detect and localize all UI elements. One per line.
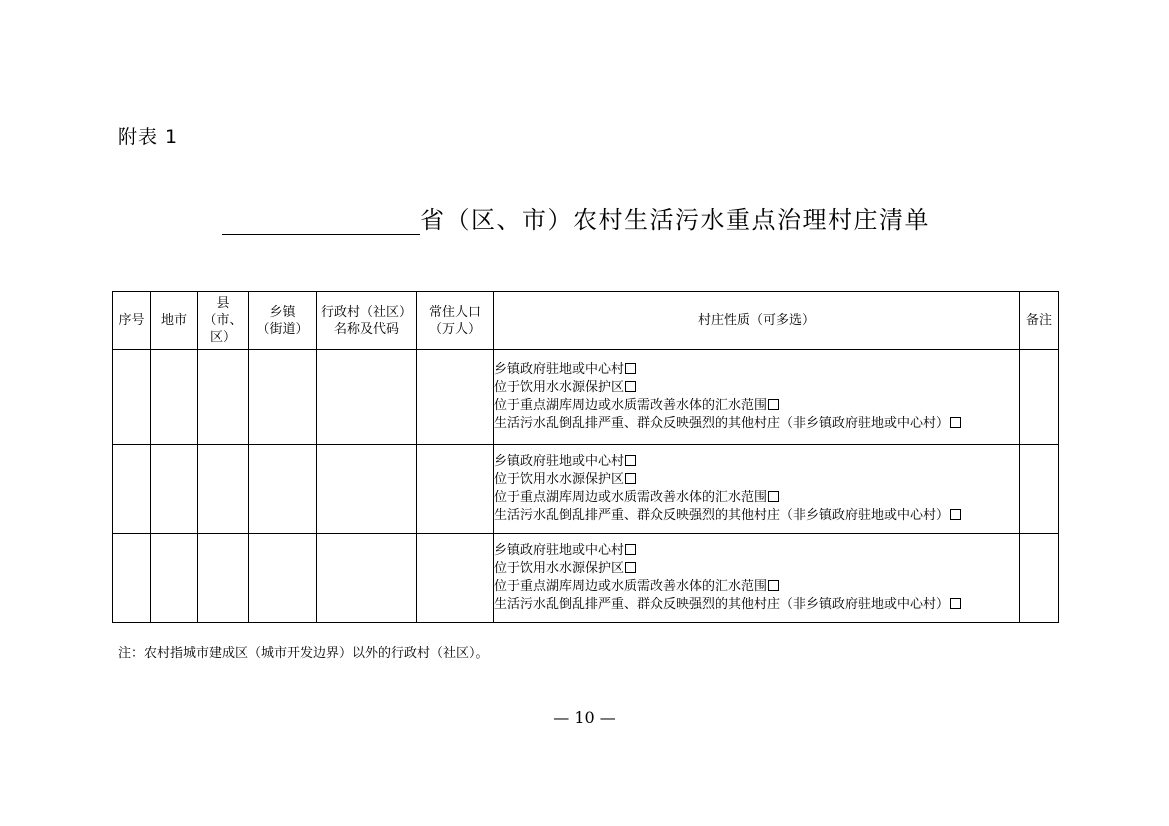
nature-option-label: 生活污水乱倒乱排严重、群众反映强烈的其他村庄（非乡镇政府驻地或中心村） bbox=[494, 416, 950, 431]
nature-option-label: 位于饮用水水源保护区 bbox=[494, 472, 625, 487]
nature-option bbox=[494, 489, 1019, 507]
col-header-population: 常住人口 （万人） bbox=[417, 292, 494, 350]
page-number: — 10 — bbox=[553, 708, 616, 727]
cell-serial[interactable] bbox=[113, 445, 151, 534]
nature-option-label: 生活污水乱倒乱排严重、群众反映强烈的其他村庄（非乡镇政府驻地或中心村） bbox=[494, 597, 950, 612]
cell-population[interactable] bbox=[417, 350, 494, 445]
cell-population[interactable] bbox=[417, 534, 494, 623]
checkbox-icon[interactable] bbox=[768, 491, 779, 502]
nature-option-label: 乡镇政府驻地或中心村 bbox=[494, 454, 625, 469]
checkbox-icon[interactable] bbox=[950, 598, 961, 609]
nature-option bbox=[494, 507, 1019, 525]
nature-option bbox=[494, 453, 1019, 471]
cell-village-nature bbox=[494, 445, 1020, 534]
checkbox-icon[interactable] bbox=[625, 381, 636, 392]
cell-county[interactable] bbox=[198, 534, 249, 623]
nature-option bbox=[494, 415, 1019, 433]
checkbox-icon[interactable] bbox=[768, 399, 779, 410]
footnote: 注：农村指城市建成区（城市开发边界）以外的行政村（社区）。 bbox=[118, 646, 489, 661]
col-header-city: 地市 bbox=[151, 292, 198, 350]
cell-village-nature bbox=[494, 534, 1020, 623]
cell-township[interactable] bbox=[249, 534, 317, 623]
col-header-county: 县（市、 区） bbox=[198, 292, 249, 350]
nature-option bbox=[494, 471, 1019, 489]
nature-option bbox=[494, 596, 1019, 614]
checkbox-icon[interactable] bbox=[625, 544, 636, 555]
cell-township[interactable] bbox=[249, 445, 317, 534]
nature-option bbox=[494, 397, 1019, 415]
table-row bbox=[113, 445, 1059, 534]
cell-city[interactable] bbox=[151, 350, 198, 445]
cell-city[interactable] bbox=[151, 534, 198, 623]
nature-option-label: 生活污水乱倒乱排严重、群众反映强烈的其他村庄（非乡镇政府驻地或中心村） bbox=[494, 508, 950, 523]
nature-option bbox=[494, 560, 1019, 578]
cell-township[interactable] bbox=[249, 350, 317, 445]
cell-county[interactable] bbox=[198, 445, 249, 534]
cell-remark[interactable] bbox=[1020, 534, 1059, 623]
checkbox-icon[interactable] bbox=[950, 509, 961, 520]
nature-option-label: 位于饮用水水源保护区 bbox=[494, 380, 625, 395]
checkbox-icon[interactable] bbox=[950, 417, 961, 428]
cell-remark[interactable] bbox=[1020, 445, 1059, 534]
nature-option-label: 位于重点湖库周边或水质需改善水体的汇水范围 bbox=[494, 490, 768, 505]
col-header-village: 行政村（社区） 名称及代码 bbox=[317, 292, 417, 350]
checkbox-icon[interactable] bbox=[768, 580, 779, 591]
table-row bbox=[113, 350, 1059, 445]
checkbox-icon[interactable] bbox=[625, 562, 636, 573]
table-row bbox=[113, 534, 1059, 623]
cell-serial[interactable] bbox=[113, 350, 151, 445]
col-header-serial: 序号 bbox=[113, 292, 151, 350]
cell-city[interactable] bbox=[151, 445, 198, 534]
nature-option-label: 位于重点湖库周边或水质需改善水体的汇水范围 bbox=[494, 579, 768, 594]
nature-option-label: 位于饮用水水源保护区 bbox=[494, 561, 625, 576]
cell-village[interactable] bbox=[317, 350, 417, 445]
document-title bbox=[222, 205, 930, 235]
village-list-table bbox=[112, 291, 1059, 623]
table-header-row bbox=[113, 292, 1059, 350]
appendix-label: 附表 1 bbox=[118, 126, 179, 148]
cell-remark[interactable] bbox=[1020, 350, 1059, 445]
province-fill-in-blank[interactable] bbox=[222, 206, 420, 235]
nature-option-label: 位于重点湖库周边或水质需改善水体的汇水范围 bbox=[494, 398, 768, 413]
nature-option bbox=[494, 379, 1019, 397]
cell-village-nature bbox=[494, 350, 1020, 445]
title-text: 省（区、市）农村生活污水重点治理村庄清单 bbox=[420, 206, 930, 234]
col-header-remark: 备注 bbox=[1020, 292, 1059, 350]
nature-option bbox=[494, 578, 1019, 596]
nature-option-label: 乡镇政府驻地或中心村 bbox=[494, 362, 625, 377]
nature-option bbox=[494, 361, 1019, 379]
cell-population[interactable] bbox=[417, 445, 494, 534]
cell-county[interactable] bbox=[198, 350, 249, 445]
checkbox-icon[interactable] bbox=[625, 363, 636, 374]
col-header-township: 乡镇 （街道） bbox=[249, 292, 317, 350]
checkbox-icon[interactable] bbox=[625, 473, 636, 484]
nature-option-label: 乡镇政府驻地或中心村 bbox=[494, 543, 625, 558]
cell-village[interactable] bbox=[317, 445, 417, 534]
cell-serial[interactable] bbox=[113, 534, 151, 623]
nature-option bbox=[494, 542, 1019, 560]
cell-village[interactable] bbox=[317, 534, 417, 623]
checkbox-icon[interactable] bbox=[625, 455, 636, 466]
col-header-village-nature: 村庄性质（可多选） bbox=[494, 292, 1020, 350]
